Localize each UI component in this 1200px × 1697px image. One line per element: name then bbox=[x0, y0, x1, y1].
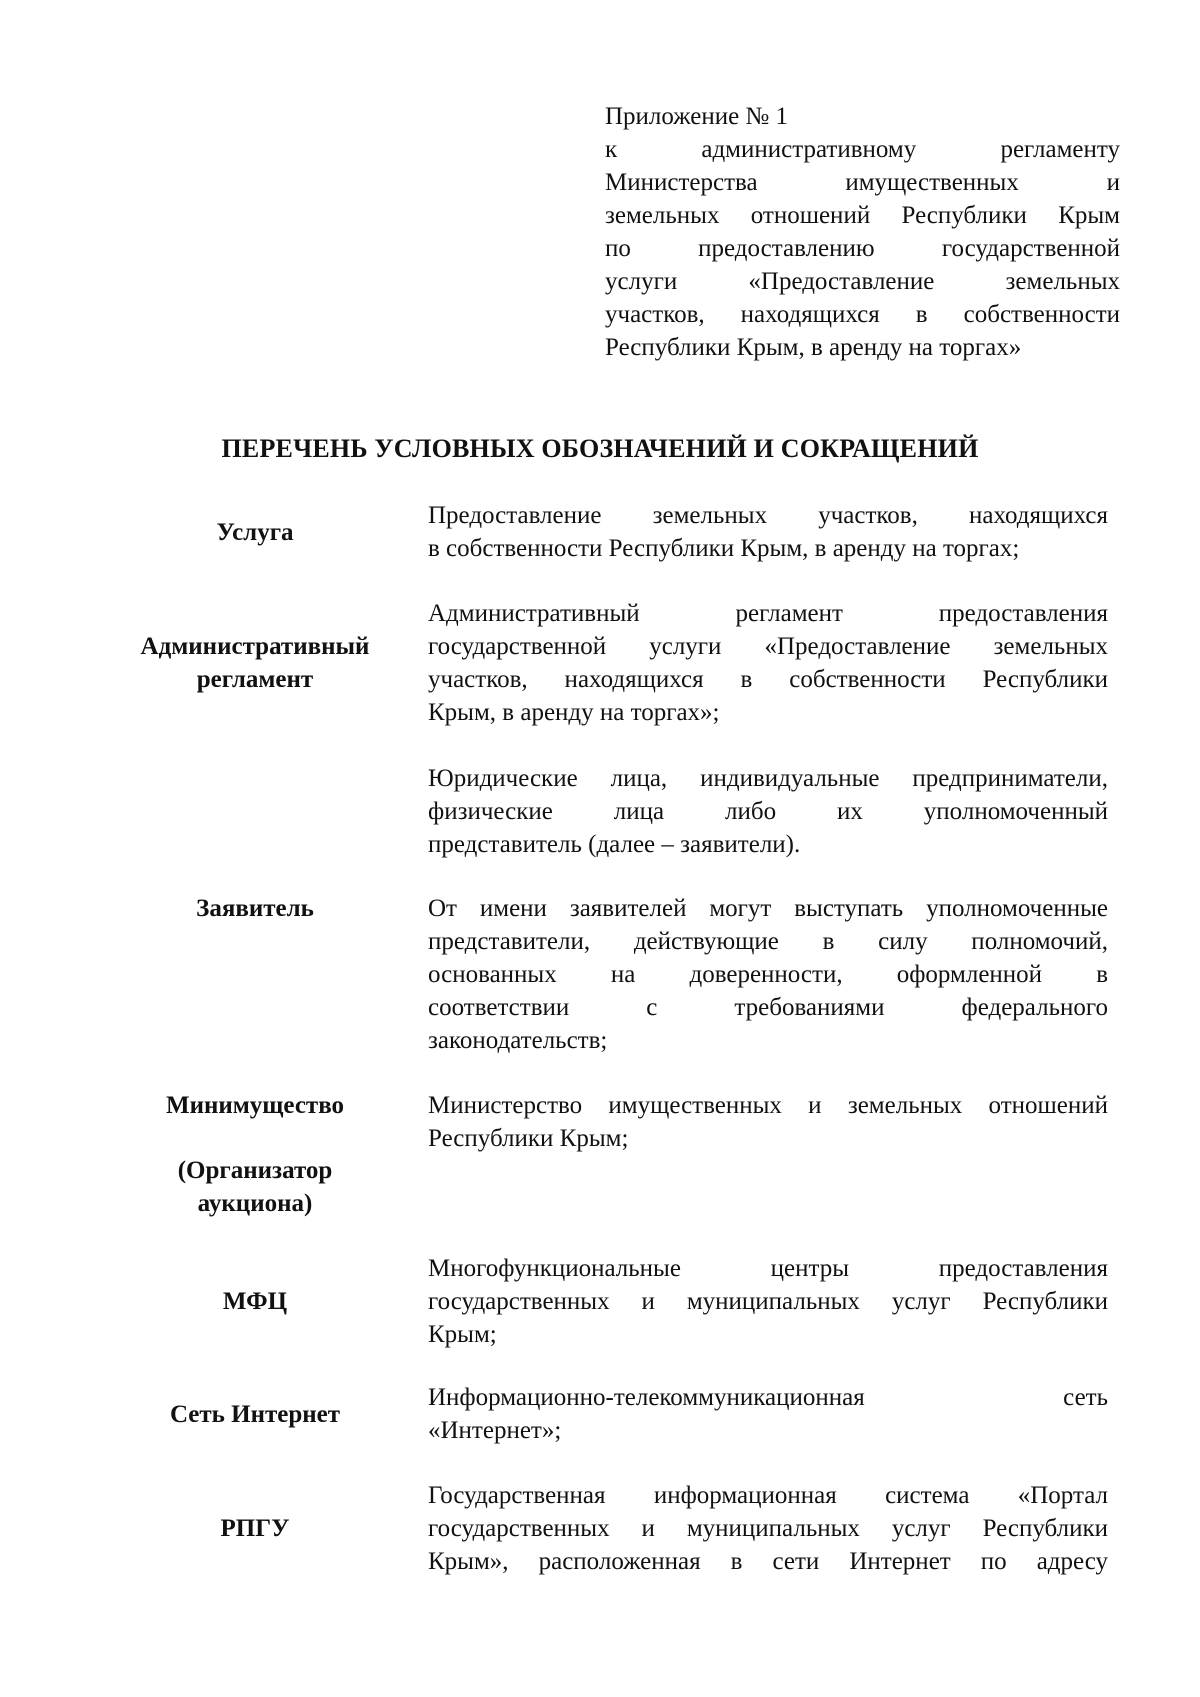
appendix-line: участков, находящихся в собственности bbox=[605, 301, 1120, 328]
term-label: Заявитель bbox=[196, 895, 314, 922]
definition-line: законодательств; bbox=[428, 1027, 608, 1054]
definition-rpgu bbox=[428, 1479, 1108, 1578]
definition-line: Республики Крым; bbox=[428, 1125, 629, 1152]
term-label: МФЦ bbox=[222, 1288, 288, 1315]
appendix-header bbox=[605, 100, 1120, 364]
definition-line: Крым; bbox=[428, 1321, 497, 1348]
term-label: Минимущество bbox=[165, 1092, 345, 1119]
term-internet bbox=[110, 1398, 400, 1431]
term-label: (Организатор bbox=[177, 1157, 333, 1184]
definition-usluga bbox=[428, 499, 1108, 565]
definition-line: государственных и муниципальных услуг Республики bbox=[428, 1288, 1108, 1315]
definition-line: «Интернет»; bbox=[428, 1417, 562, 1444]
term-label: Услуга bbox=[216, 519, 294, 546]
definition-minimushchestvo bbox=[428, 1089, 1108, 1155]
appendix-line: Республики Крым, в аренду на торгах» bbox=[605, 334, 1022, 361]
appendix-line: Министерства имущественных и bbox=[605, 169, 1120, 196]
term-organizator bbox=[110, 1154, 400, 1220]
definition-internet bbox=[428, 1381, 1108, 1447]
definition-line: представитель (далее – заявители). bbox=[428, 831, 801, 858]
definition-line: Административный регламент предоставления bbox=[428, 600, 1108, 627]
appendix-line: к административному регламенту bbox=[605, 136, 1120, 163]
term-reglament bbox=[110, 630, 400, 696]
definition-mfc bbox=[428, 1252, 1108, 1351]
definition-line: физические лица либо их уполномоченный bbox=[428, 798, 1108, 825]
definition-line: Государственная информационная система «Портал bbox=[428, 1482, 1108, 1509]
term-label: Сеть Интернет bbox=[169, 1401, 341, 1428]
term-zayavitel bbox=[110, 892, 400, 925]
definition-line: соответствии с требованиями федерального bbox=[428, 994, 1108, 1021]
term-rpgu bbox=[110, 1512, 400, 1545]
appendix-line: услуги «Предоставление земельных bbox=[605, 268, 1120, 295]
definition-line: основанных на доверенности, оформленной в bbox=[428, 961, 1108, 988]
term-label: регламент bbox=[196, 666, 314, 693]
definition-line: в собственности Республики Крым, в аренду на торгах; bbox=[428, 535, 1020, 562]
definition-line: Министерство имущественных и земельных отношений bbox=[428, 1092, 1108, 1119]
definition-line: государственных и муниципальных услуг Республики bbox=[428, 1515, 1108, 1542]
term-label: Административный bbox=[140, 633, 370, 660]
term-label: РПГУ bbox=[220, 1515, 290, 1542]
document-title: ПЕРЕЧЕНЬ УСЛОВНЫХ ОБОЗНАЧЕНИЙ И СОКРАЩЕНИЙ bbox=[221, 434, 979, 463]
definition-line: Многофункциональные центры предоставления bbox=[428, 1255, 1108, 1282]
term-minimushchestvo bbox=[110, 1089, 400, 1122]
term-label: аукциона) bbox=[197, 1190, 313, 1217]
definition-line: От имени заявителей могут выступать уполномоченные bbox=[428, 895, 1108, 922]
definition-line: Предоставление земельных участков, находящихся bbox=[428, 502, 1108, 529]
term-usluga bbox=[110, 516, 400, 549]
definition-line: Юридические лица, индивидуальные предприниматели, bbox=[428, 765, 1108, 792]
definition-zayavitel-a bbox=[428, 762, 1108, 861]
definition-reglament bbox=[428, 597, 1108, 729]
term-mfc bbox=[110, 1285, 400, 1318]
definition-line: Информационно-телекоммуникационная сеть bbox=[428, 1384, 1108, 1411]
definition-line: Крым, в аренду на торгах»; bbox=[428, 699, 720, 726]
appendix-line: по предоставлению государственной bbox=[605, 235, 1120, 262]
definition-line: государственной услуги «Предоставление земельных bbox=[428, 633, 1108, 660]
appendix-line: земельных отношений Республики Крым bbox=[605, 202, 1120, 229]
appendix-line: Приложение № 1 bbox=[605, 103, 789, 130]
definition-line: представители, действующие в силу полномочий, bbox=[428, 928, 1108, 955]
definition-zayavitel-b bbox=[428, 892, 1108, 1057]
definition-line: участков, находящихся в собственности Республики bbox=[428, 666, 1108, 693]
definition-line: Крым», расположенная в сети Интернет по адресу bbox=[428, 1548, 1108, 1575]
